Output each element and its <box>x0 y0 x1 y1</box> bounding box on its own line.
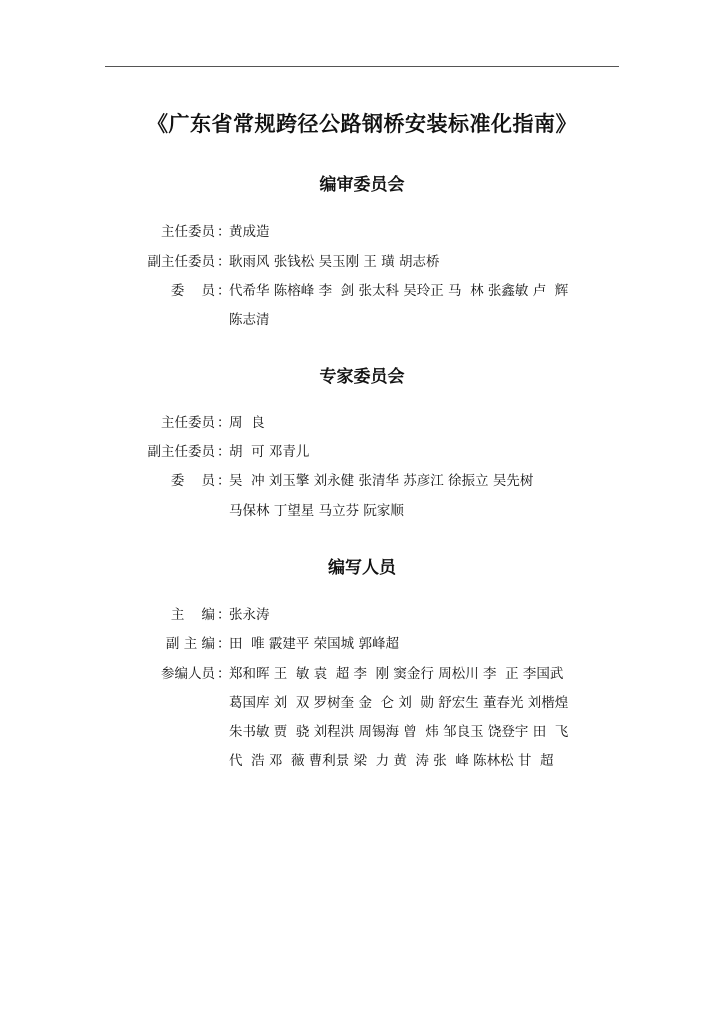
member-row <box>0 221 724 243</box>
member-names: 郑和晖 王 敏 袁 超 李 刚 窦金行 周松川 李 正 李国武 <box>229 666 564 682</box>
member-row <box>0 663 724 685</box>
colon: ： <box>217 636 231 652</box>
colon: ： <box>217 444 231 460</box>
member-names: 田 唯 霰建平 荣国城 郭峰超 <box>229 636 399 652</box>
colon: ： <box>217 607 231 623</box>
role-label: 委 员 <box>170 473 215 489</box>
colon: ： <box>217 224 231 240</box>
colon: ： <box>217 415 231 431</box>
member-row <box>0 280 724 302</box>
member-row <box>0 412 724 434</box>
member-names: 黄成造 <box>229 224 270 240</box>
member-row <box>0 441 724 463</box>
member-names: 代希华 陈榕峰 李 剑 张太科 吴玲正 马 林 张鑫敏 卢 辉 <box>229 283 569 299</box>
role-label: 参编人员 <box>161 666 215 682</box>
member-names: 胡 可 邓青儿 <box>229 444 310 460</box>
member-names-continuation: 朱书敏 贾 骁 刘程洪 周锡海 曾 炜 邹良玉 饶登宇 田 飞 <box>229 724 569 740</box>
member-names: 耿雨风 张钱松 吴玉刚 王 璜 胡志桥 <box>229 254 440 270</box>
member-names-continuation: 陈志清 <box>229 312 270 328</box>
section-title-expert-committee: 专家委员会 <box>319 367 405 387</box>
section-title-authors: 编写人员 <box>328 558 396 578</box>
header-rule <box>105 66 619 67</box>
member-row <box>0 251 724 273</box>
role-label: 主任委员 <box>161 224 215 240</box>
section-title-review-committee: 编审委员会 <box>319 175 405 195</box>
role-label: 委 员 <box>170 283 215 299</box>
role-label: 主任委员 <box>161 415 215 431</box>
role-label: 副 主 编 <box>165 636 215 652</box>
member-names: 吴 冲 刘玉擎 刘永健 张清华 苏彦江 徐振立 吴先树 <box>229 473 534 489</box>
document-title: 《广东省常规跨径公路钢桥安装标准化指南》 <box>147 112 577 136</box>
colon: ： <box>217 666 231 682</box>
member-names-continuation: 葛国库 刘 双 罗树奎 金 仑 刘 勋 舒宏生 董春光 刘楷煌 <box>229 695 569 711</box>
colon: ： <box>217 283 231 299</box>
member-names: 张永涛 <box>229 607 270 623</box>
member-row <box>0 633 724 655</box>
colon: ： <box>217 254 231 270</box>
role-label: 副主任委员 <box>147 254 215 270</box>
member-names-continuation: 马保林 丁望星 马立芬 阮家顺 <box>229 503 404 519</box>
member-row <box>0 604 724 626</box>
role-label: 副主任委员 <box>147 444 215 460</box>
colon: ： <box>217 473 231 489</box>
role-label: 主 编 <box>170 607 215 623</box>
member-names-continuation: 代 浩 邓 薇 曹利景 梁 力 黄 涛 张 峰 陈林松 甘 超 <box>229 753 554 769</box>
member-names: 周 良 <box>229 415 265 431</box>
member-row <box>0 470 724 492</box>
